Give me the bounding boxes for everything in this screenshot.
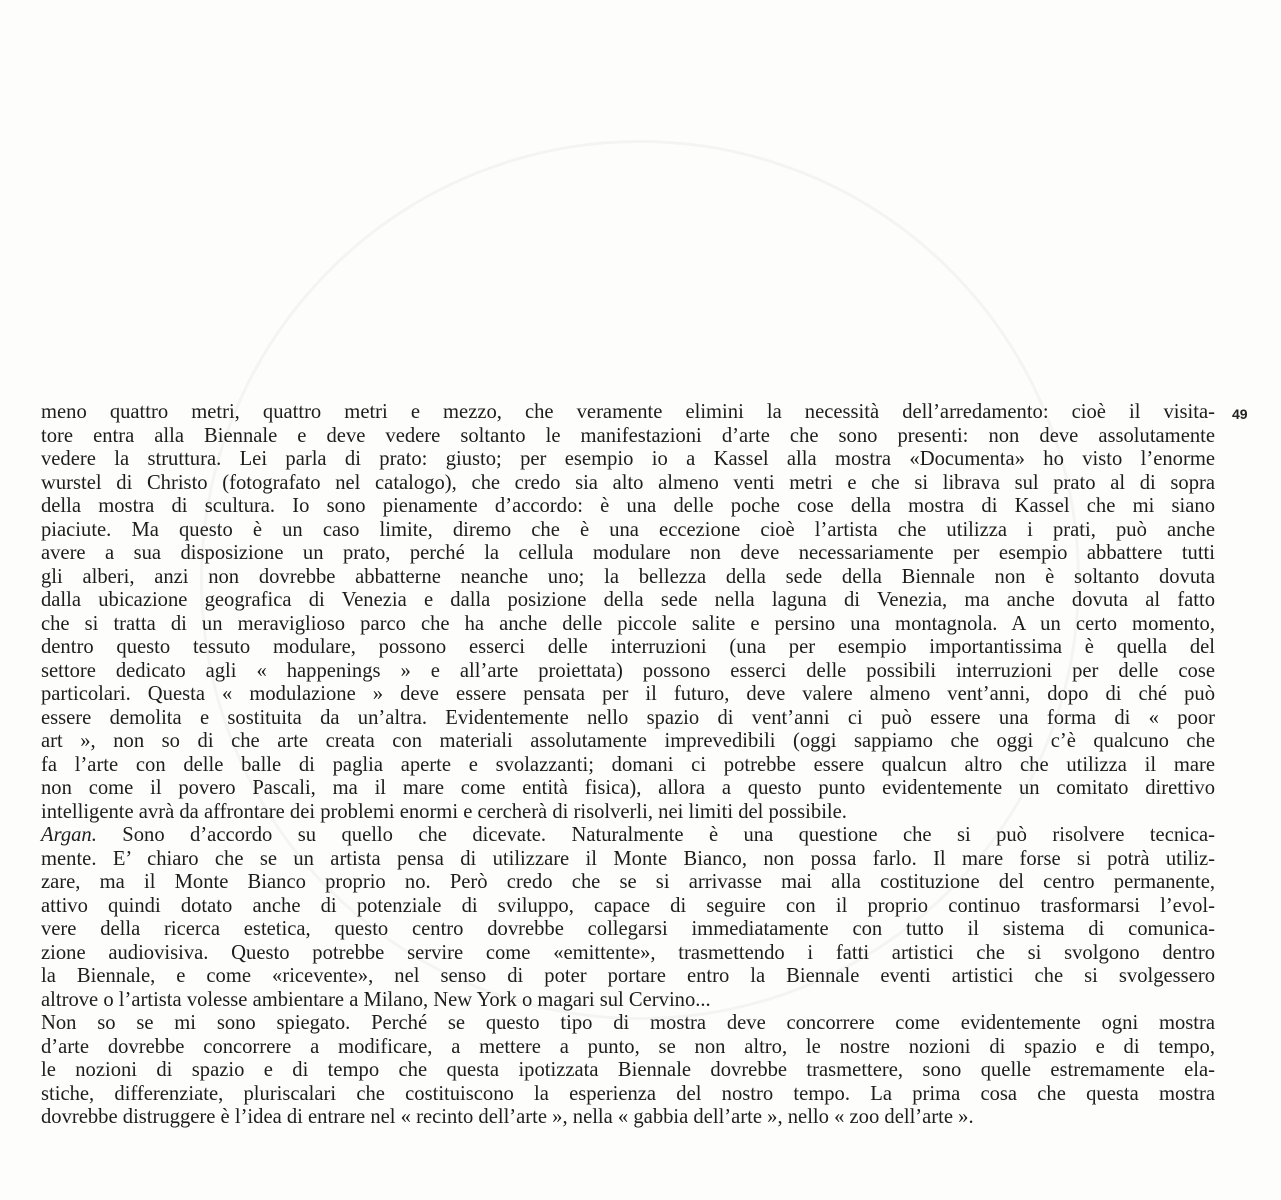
text-line: piaciute. Ma questo è un caso limite, diremo che è una eccezione cioè l’artista che utilizza i prati, può anche: [41, 518, 1215, 541]
text-line: dovrebbe distruggere è l’idea di entrare nel « recinto dell’arte », nella « gabbia dell’arte », nello « zoo dell’arte ».: [41, 1106, 974, 1128]
text-line: mente. E’ chiaro che se un artista pensa di utilizzare il Monte Bianco, non possa farlo. Il mare forse si potrà utiliz-: [41, 847, 1215, 870]
text-line: zare, ma il Monte Bianco proprio no. Però credo che se si arrivasse mai alla costituzione del centro permanente,: [41, 871, 1215, 893]
text-line: stiche, differenziate, pluriscalari che costituiscono la esperienza del nostro tempo. La prima cosa che questa mostra: [41, 1082, 1215, 1105]
text-line: zione audiovisiva. Questo potrebbe servire come «emittente», trasmettendo i fatti artistici che si svolgono dentro: [41, 941, 1215, 964]
text-line: dalla ubicazione geografica di Venezia e dalla posizione della sede nella laguna di Venezia, ma anche dovuta al fatto: [41, 589, 1215, 611]
argan-paragraph: [41, 848, 1215, 1013]
text-line: attivo quindi dotato anche di potenziale di sviluppo, capace di seguire con il proprio continuo trasformarsi l’evol-: [41, 894, 1215, 917]
text-line: Non so se mi sono spiegato. Perché se questo tipo di mostra deve concorrere come evidentemente ogni mostra: [41, 1012, 1215, 1034]
text-line: meno quattro metri, quattro metri e mezzo, che veramente elimini la necessità dell’arredamento: cioè il visita-: [41, 401, 1215, 423]
text-line: la Biennale, e come «ricevente», nel senso di poter portare entro la Biennale eventi artistici che si svolgessero: [41, 965, 1215, 987]
text-line: d’arte dovrebbe concorrere a modificare, a mettere a punto, se non altro, le nostre nozioni di spazio e di tempo,: [41, 1035, 1215, 1058]
text-line: vere della ricerca estetica, questo centro dovrebbe collegarsi immediatamente con tutto il sistema di comunica-: [41, 918, 1215, 940]
text-line: della mostra di scultura. Io sono pienamente d’accordo: è una delle poche cose della mostra di Kassel che mi siano: [41, 495, 1215, 517]
text-line: particolari. Questa « modulazione » deve essere pensata per il futuro, deve valere almeno vent’anni, dopo di ché può: [41, 683, 1215, 705]
argan-first-line: [41, 824, 1215, 848]
text-line: wurstel di Christo (fotografato nel catalogo), che credo sia alto almeno venti metri e che si librava sul prato al di sopra: [41, 471, 1215, 494]
text-line: altrove o l’artista volesse ambientare a Milano, New York o magari sul Cervino...: [41, 988, 711, 1011]
text-line: tore entra alla Biennale e deve vedere soltanto le manifestazioni d’arte che sono presenti: non deve assolutamente: [41, 424, 1215, 447]
text-line: le nozioni di spazio e di tempo che questa ipotizzata Biennale dovrebbe trasmettere, sono quelle estremamente ela-: [41, 1059, 1215, 1081]
text-column: [41, 401, 1215, 1130]
text-line: dentro questo tessuto modulare, possono esserci delle interruzioni (una per esempio importantissima è quella del: [41, 636, 1215, 658]
text-line: che si tratta di un meraviglioso parco che ha anche delle piccole salite e persino una montagnola. A un certo momento,: [41, 612, 1215, 635]
text-line: gli alberi, anzi non dovrebbe abbatterne neanche uno; la bellezza della sede della Biennale non è soltanto dovuta: [41, 565, 1215, 588]
closing-paragraph: [41, 1012, 1215, 1130]
text-line: vedere la struttura. Lei parla di prato: giusto; per esempio io a Kassel alla mostra «Documenta» ho visto l’enorme: [41, 448, 1215, 470]
text-line: non come il povero Pascali, ma il mare come entità fisica), allora a questo punto evidentemente un comitato direttivo: [41, 777, 1215, 799]
argan-first-line-text: Sono d’accordo su quello che dicevate. Naturalmente è una questione che si può risolvere tecnica-: [96, 824, 1215, 846]
text-line: fa l’arte con delle balle di paglia aperte e svolazzanti; domani ci potrebbe essere qualcun altro che utilizza il mare: [41, 753, 1215, 776]
text-line: avere a sua disposizione un prato, perché la cellula modulare non deve necessariamente per esempio abbattere tutti: [41, 542, 1215, 564]
page-number: 49: [1232, 406, 1248, 422]
text-line: settore dedicato agli « happenings » e all’arte proiettata) possono esserci delle possibili interruzioni per delle cose: [41, 659, 1215, 682]
text-line: essere demolita e sostituita da un’altra. Evidentemente nello spazio di vent’anni ci può essere una forma di « poor: [41, 706, 1215, 729]
speaker-name: Argan.: [41, 824, 97, 846]
text-line: art », non so di che arte creata con materiali assolutamente imprevedibili (oggi sappiamo che oggi c’è qualcuno che: [41, 730, 1215, 752]
paragraph-continuation: [41, 401, 1215, 824]
text-line: intelligente avrà da affrontare dei problemi enormi e cercherà di risolverli, nei limiti del possibile.: [41, 800, 847, 823]
